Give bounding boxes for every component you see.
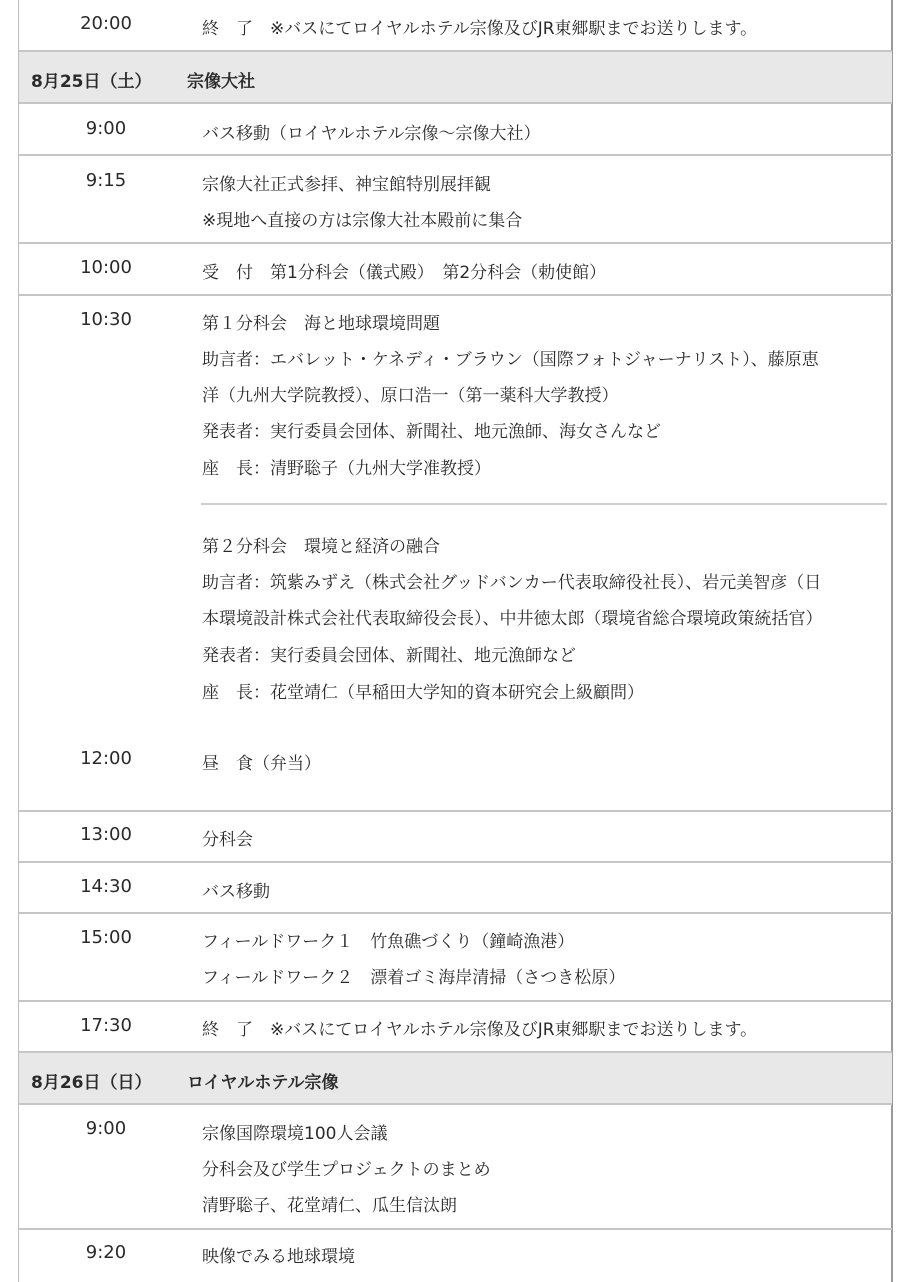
time-cell: 20:00 <box>80 13 132 34</box>
table-row <box>19 244 892 296</box>
table-row <box>19 1230 892 1280</box>
event-note: ※現地へ直接の方は宗像大社本殿前に集合 <box>202 211 523 231</box>
day-header <box>19 1053 892 1105</box>
event-text: 清野聡子、花堂靖仁、瓜生信汰朗 <box>202 1196 457 1216</box>
session2-title: 第２分科会 環境と経済の融合 <box>202 537 440 557</box>
event-text: 終 了 ※バスにてロイヤルホテル宗像及びJR東郷駅までお送りします。 <box>202 1020 758 1040</box>
table-row <box>19 156 892 244</box>
event-text: 分科会 <box>202 830 253 850</box>
day-header <box>19 52 892 104</box>
time-cell: 14:30 <box>80 876 132 897</box>
session2-chair: 座 長：花堂靖仁（早稲田大学知的資本研究会上級顧問） <box>202 683 644 703</box>
table-row <box>19 104 892 156</box>
session2-presenters: 発表者：実行委員会団体、新聞社、地元漁師など <box>202 646 576 666</box>
event-text: 映像でみる地球環境 <box>202 1247 355 1267</box>
table-row <box>19 914 892 1002</box>
fieldwork-2: フィールドワーク２ 漂着ゴミ海岸清掃（さつき松原） <box>202 968 626 988</box>
session2-advisors-cont: 本環境設計株式会社代表取締役会長）、中井徳太郎（環境省総合環境政策統括官） <box>202 609 823 629</box>
session1-advisors: 助言者：エバレット・ケネディ・ブラウン（国際フォトジャーナリスト）、藤原恵 <box>202 350 819 370</box>
event-text: 受 付 第1分科会（儀式殿） 第2分科会（勅使館） <box>202 263 607 283</box>
time-cell: 12:00 <box>80 748 132 769</box>
time-cell: 15:00 <box>80 927 132 948</box>
fieldwork-1: フィールドワーク１ 竹魚礁づくり（鐘崎漁港） <box>202 932 575 952</box>
session1-chair: 座 長：清野聡子（九州大学准教授） <box>202 459 491 479</box>
time-cell: 9:00 <box>85 118 127 139</box>
table-row <box>19 1105 892 1230</box>
day-venue: 宗像大社 <box>187 72 255 92</box>
table-row <box>19 0 892 52</box>
time-cell: 9:20 <box>85 1242 127 1263</box>
table-row <box>19 296 892 812</box>
event-text: バス移動（ロイヤルホテル宗像～宗像大社） <box>202 124 541 144</box>
event-text: 終 了 ※バスにてロイヤルホテル宗像及びJR東郷駅までお送りします。 <box>202 19 758 39</box>
day-date: 8月25日（土） <box>31 72 152 92</box>
time-cell: 10:00 <box>80 257 132 278</box>
table-row <box>19 863 892 914</box>
session1-presenters: 発表者：実行委員会団体、新聞社、地元漁師、海女さんなど <box>202 422 661 442</box>
time-cell: 9:15 <box>85 170 127 191</box>
event-text: 分科会及び学生プロジェクトのまとめ <box>202 1160 491 1180</box>
event-text: バス移動 <box>202 882 270 902</box>
session1-title: 第１分科会 海と地球環境問題 <box>202 314 440 334</box>
time-cell: 9:00 <box>85 1118 127 1139</box>
session1-advisors-cont: 洋（九州大学院教授）、原口浩一（第一薬科大学教授） <box>202 386 619 406</box>
day-venue: ロイヤルホテル宗像 <box>187 1073 339 1093</box>
time-cell: 13:00 <box>80 824 132 845</box>
day-date: 8月26日（日） <box>31 1073 152 1093</box>
event-text: 宗像大社正式参拝、神宝館特別展拝観 <box>202 175 491 195</box>
event-text: 宗像国際環境100人会議 <box>202 1124 388 1144</box>
session-divider <box>201 503 887 505</box>
session2-advisors: 助言者：筑紫みずえ（株式会社グッドバンカー代表取締役社長）、岩元美智彦（日 <box>202 573 822 593</box>
time-cell: 10:30 <box>80 309 132 330</box>
time-cell: 17:30 <box>80 1015 132 1036</box>
table-row <box>19 812 892 863</box>
lunch-text: 昼 食（弁当） <box>202 754 321 774</box>
table-row <box>19 1002 892 1053</box>
